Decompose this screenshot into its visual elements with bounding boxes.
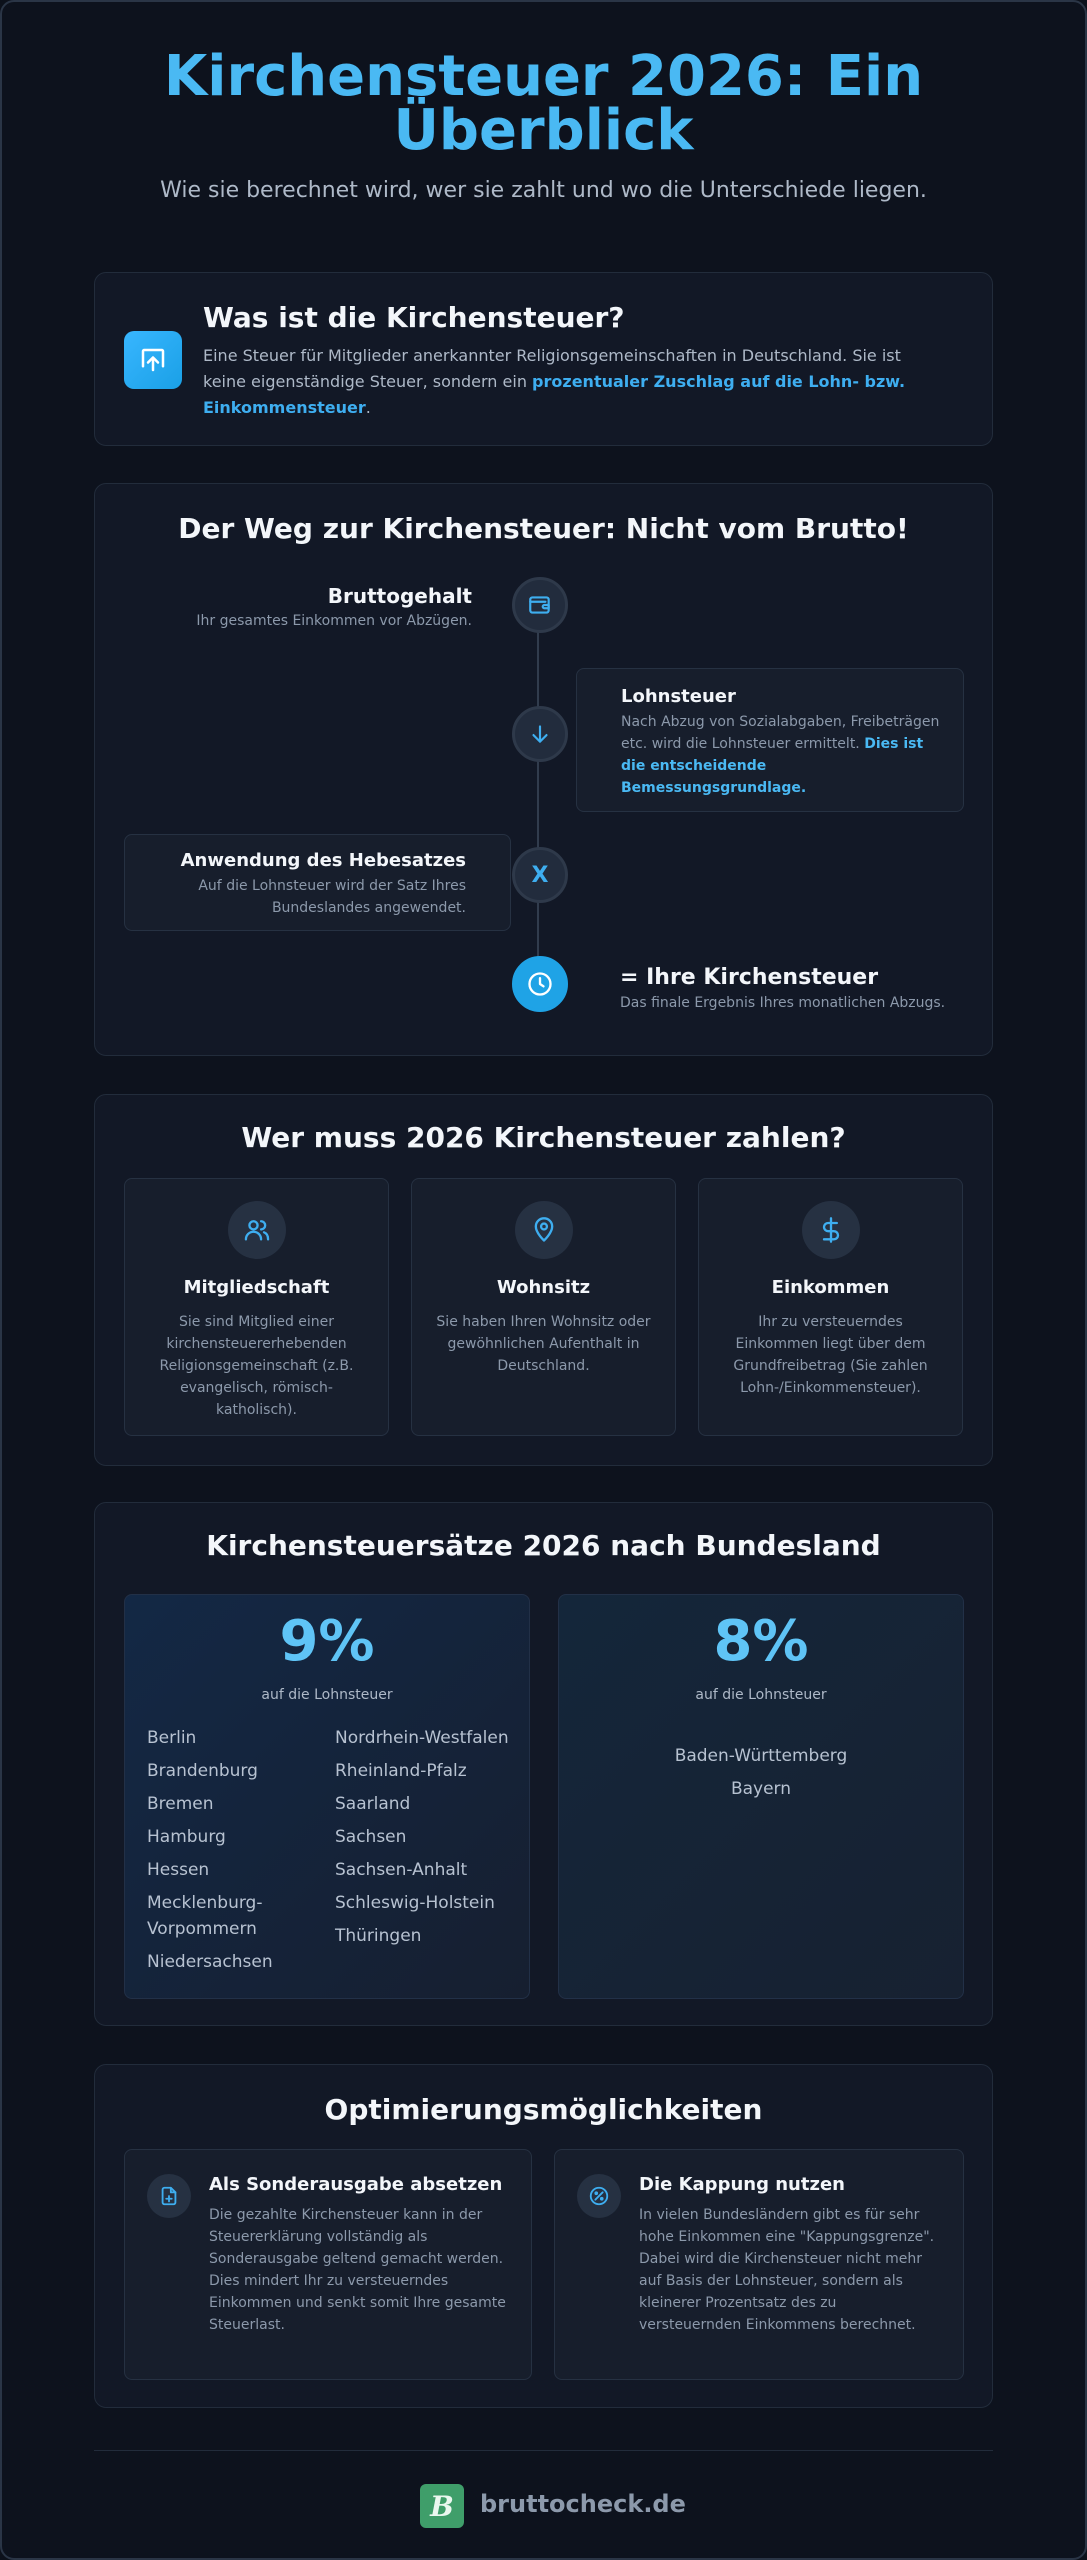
- page-title-line-1: Kirchensteuer 2026: Ein: [163, 44, 924, 109]
- dollar-icon: [802, 1201, 860, 1259]
- rate-box-8: [558, 1594, 964, 1999]
- who-item-einkommen: Einkommen Ihr zu versteuerndes Einkommen liegt über dem Grundfreibetrag (Sie zahlen Lohn-/Einkommensteuer).: [698, 1178, 963, 1436]
- timeline-line: [537, 594, 539, 994]
- file-plus-icon: [147, 2174, 191, 2218]
- state-item: Sachsen-Anhalt: [335, 1860, 468, 1880]
- state-item: Hessen: [147, 1860, 210, 1880]
- multiply-icon: X: [512, 847, 568, 903]
- arrow-down-icon: [512, 706, 568, 762]
- what-description: Eine Steuer für Mitglieder anerkannter Religionsgemeinschaften in Deutschland. Sie ist keine eigenständige Steuer, sondern ein prozentualer Zuschlag auf die Lohn- bzw. Einkommensteuer.: [203, 346, 906, 417]
- state-item: Niedersachsen: [147, 1952, 273, 1972]
- state-item: Nordrhein-Westfalen: [335, 1728, 509, 1748]
- rate-9-value: 9%: [279, 1609, 375, 1674]
- optimize-item-sonderausgabe: Als Sonderausgabe absetzen Die gezahlte Kirchensteuer kann in der Steuererklärung vollständig als Sonderausgabe geltend gemacht werden. Dies mindert Ihr zu versteuerndes Einkommen und senkt somit Ihre gesamte Steuerlast.: [124, 2149, 532, 2380]
- state-item: Sachsen: [335, 1827, 407, 1847]
- rate-box-9: [124, 1594, 530, 1999]
- state-item: Mecklenburg-Vorpommern: [147, 1893, 263, 1939]
- rate-9-note: auf die Lohnsteuer: [261, 1687, 393, 1703]
- step-bruttogehalt: Bruttogehalt Ihr gesamtes Einkommen vor Abzügen.: [196, 584, 472, 629]
- state-item: Thüringen: [335, 1926, 422, 1946]
- rate-8-value: 8%: [713, 1609, 809, 1674]
- state-item: Rheinland-Pfalz: [335, 1761, 467, 1781]
- path-title: Der Weg zur Kirchensteuer: Nicht vom Brutto!: [178, 512, 909, 545]
- map-pin-icon: [515, 1201, 573, 1259]
- rate-8-note: auf die Lohnsteuer: [695, 1687, 827, 1703]
- state-item: Hamburg: [147, 1827, 226, 1847]
- brand-logo-icon[interactable]: B: [420, 2484, 464, 2528]
- state-item: Saarland: [335, 1794, 411, 1814]
- gauge-icon: [577, 2174, 621, 2218]
- what-title: Was ist die Kirchensteuer?: [203, 301, 625, 334]
- step-lohnsteuer: Lohnsteuer Nach Abzug von Sozialabgaben, Freibeträgen etc. wird die Lohnsteuer ermittelt. Dies ist die entscheidende Bemessungsgrundlage.: [576, 668, 964, 812]
- page-title-line-2: Überblick: [393, 98, 694, 163]
- who-section: [94, 1094, 993, 1466]
- footer-divider: [94, 2450, 993, 2451]
- step-hebesatz: Anwendung des Hebesatzes Auf die Lohnsteuer wird der Satz Ihres Bundeslandes angewendet.: [124, 834, 511, 931]
- optimize-title: Optimierungsmöglichkeiten: [324, 2093, 763, 2126]
- path-section: [94, 483, 993, 1056]
- what-section: [94, 272, 993, 446]
- state-item: Bremen: [147, 1794, 214, 1814]
- optimize-section: [94, 2064, 993, 2408]
- rates-title: Kirchensteuersätze 2026 nach Bundesland: [206, 1529, 881, 1562]
- wallet-icon: [512, 577, 568, 633]
- upload-arrow-icon: [124, 331, 182, 389]
- who-item-wohnsitz: Wohnsitz Sie haben Ihren Wohnsitz oder gewöhnlichen Aufenthalt in Deutschland.: [411, 1178, 676, 1436]
- state-item: Baden-Württemberg: [674, 1746, 848, 1766]
- rates-section: [94, 1502, 993, 2026]
- state-item: Brandenburg: [147, 1761, 258, 1781]
- optimize-item-kappung: Die Kappung nutzen In vielen Bundesländern gibt es für sehr hohe Einkommen eine "Kappungsgrenze". Dabei wird die Kirchensteuer nicht mehr auf Basis der Lohnsteuer, sondern als kleinerer Prozentsatz des zu versteuernden Einkommens berechnet.: [554, 2149, 964, 2380]
- footer-site-link[interactable]: bruttocheck.de: [480, 2490, 686, 2518]
- who-item-mitgliedschaft: Mitgliedschaft Sie sind Mitglied einer kirchensteuererhebenden Religionsgemeinschaft (z.B. evangelisch, römisch-katholisch).: [124, 1178, 389, 1436]
- who-title: Wer muss 2026 Kirchensteuer zahlen?: [241, 1121, 846, 1154]
- page-title: [0, 44, 1087, 163]
- state-item: Schleswig-Holstein: [335, 1893, 495, 1913]
- state-item: Bayern: [730, 1779, 792, 1799]
- page-subtitle: Wie sie berechnet wird, wer sie zahlt und wo die Unterschiede liegen.: [160, 178, 927, 203]
- state-item: Berlin: [147, 1728, 197, 1748]
- users-icon: [228, 1201, 286, 1259]
- step-kirchensteuer: = Ihre Kirchensteuer Das finale Ergebnis Ihres monatlichen Abzugs.: [620, 965, 946, 1011]
- what-highlight: prozentualer Zuschlag auf die Lohn- bzw. Einkommensteuer: [203, 372, 906, 417]
- clock-icon: [512, 956, 568, 1012]
